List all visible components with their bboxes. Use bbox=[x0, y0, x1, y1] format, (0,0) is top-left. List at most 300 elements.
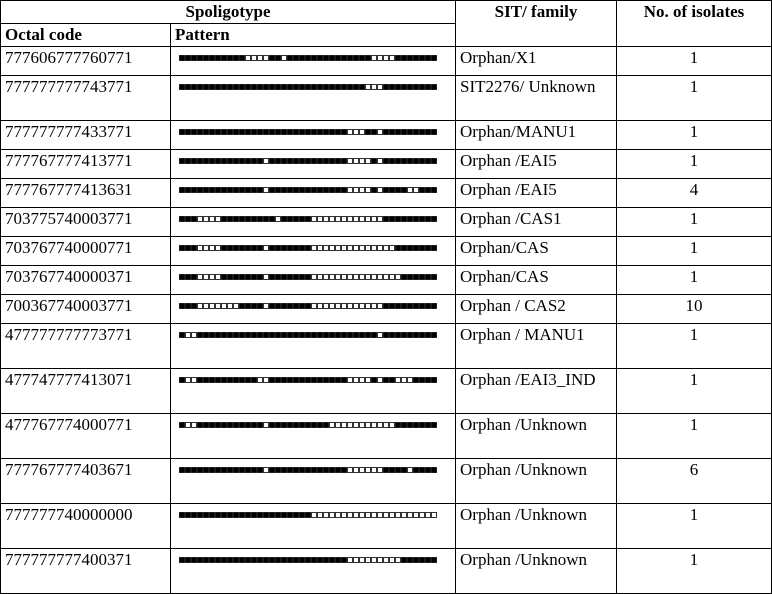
spacer-absent bbox=[348, 304, 353, 309]
spacer-absent bbox=[336, 423, 341, 428]
spacer-present bbox=[216, 513, 221, 518]
spacer-present bbox=[276, 558, 281, 563]
spacer-present bbox=[330, 159, 335, 164]
spacer-present bbox=[234, 558, 239, 563]
spacer-present bbox=[318, 423, 323, 428]
spoligo-pattern bbox=[179, 504, 437, 526]
spacer-present bbox=[342, 56, 347, 61]
spacer-present bbox=[216, 468, 221, 473]
spacer-absent bbox=[258, 56, 263, 61]
spoligo-pattern-cell bbox=[171, 266, 456, 295]
spacer-present bbox=[426, 246, 431, 251]
spoligo-pattern bbox=[179, 414, 437, 436]
spacer-present bbox=[276, 159, 281, 164]
spacer-present bbox=[198, 56, 203, 61]
spacer-present bbox=[390, 217, 395, 222]
sit-family-cell: Orphan /EAI3_IND bbox=[456, 369, 617, 414]
spacer-present bbox=[420, 246, 425, 251]
spacer-present bbox=[312, 423, 317, 428]
spacer-present bbox=[252, 188, 257, 193]
spacer-present bbox=[210, 159, 215, 164]
spacer-present bbox=[402, 468, 407, 473]
spacer-present bbox=[192, 130, 197, 135]
spacer-present bbox=[270, 56, 275, 61]
spoligo-pattern bbox=[179, 208, 437, 230]
spacer-present bbox=[294, 159, 299, 164]
spacer-present bbox=[270, 275, 275, 280]
spoligo-pattern-svg bbox=[179, 557, 437, 564]
spacer-present bbox=[300, 56, 305, 61]
spacer-present bbox=[336, 333, 341, 338]
spoligo-pattern bbox=[179, 459, 437, 481]
spacer-present bbox=[234, 275, 239, 280]
spacer-present bbox=[228, 56, 233, 61]
spacer-present bbox=[396, 56, 401, 61]
spacer-present bbox=[270, 468, 275, 473]
spacer-present bbox=[300, 378, 305, 383]
spacer-present bbox=[414, 85, 419, 90]
spacer-present bbox=[426, 217, 431, 222]
spacer-present bbox=[258, 275, 263, 280]
spacer-present bbox=[342, 159, 347, 164]
spacer-present bbox=[414, 333, 419, 338]
spacer-present bbox=[204, 333, 209, 338]
spacer-absent bbox=[318, 275, 323, 280]
spacer-present bbox=[270, 378, 275, 383]
num-isolates-cell: 1 bbox=[617, 549, 772, 594]
spacer-present bbox=[396, 423, 401, 428]
spacer-present bbox=[276, 85, 281, 90]
spoligo-pattern-cell bbox=[171, 414, 456, 459]
spacer-present bbox=[204, 188, 209, 193]
spacer-present bbox=[222, 423, 227, 428]
spacer-present bbox=[318, 558, 323, 563]
spacer-present bbox=[276, 333, 281, 338]
spacer-present bbox=[228, 468, 233, 473]
spacer-absent bbox=[402, 378, 407, 383]
spacer-present bbox=[402, 188, 407, 193]
spacer-present bbox=[384, 130, 389, 135]
spacer-absent bbox=[348, 378, 353, 383]
spoligo-pattern-svg bbox=[179, 216, 437, 223]
spacer-present bbox=[408, 558, 413, 563]
spacer-present bbox=[186, 159, 191, 164]
spacer-present bbox=[390, 378, 395, 383]
spacer-present bbox=[186, 468, 191, 473]
spacer-present bbox=[300, 275, 305, 280]
spacer-present bbox=[252, 85, 257, 90]
spacer-present bbox=[210, 378, 215, 383]
spacer-present bbox=[204, 558, 209, 563]
spacer-present bbox=[384, 333, 389, 338]
spacer-absent bbox=[192, 378, 197, 383]
spoligo-pattern-cell bbox=[171, 208, 456, 237]
spacer-present bbox=[270, 423, 275, 428]
spacer-absent bbox=[366, 217, 371, 222]
spacer-absent bbox=[198, 304, 203, 309]
spacer-present bbox=[192, 558, 197, 563]
spacer-present bbox=[306, 159, 311, 164]
spoligo-pattern bbox=[179, 121, 437, 143]
spacer-present bbox=[414, 304, 419, 309]
spacer-present bbox=[330, 333, 335, 338]
sit-family-cell: Orphan/X1 bbox=[456, 47, 617, 76]
spacer-present bbox=[294, 246, 299, 251]
spacer-present bbox=[306, 304, 311, 309]
table-row bbox=[1, 324, 772, 369]
spacer-absent bbox=[360, 217, 365, 222]
spoligo-pattern-svg bbox=[179, 129, 437, 136]
spacer-present bbox=[228, 130, 233, 135]
spacer-absent bbox=[372, 513, 377, 518]
spacer-present bbox=[420, 423, 425, 428]
spacer-present bbox=[180, 85, 185, 90]
spacer-present bbox=[192, 513, 197, 518]
spacer-present bbox=[234, 130, 239, 135]
spacer-absent bbox=[192, 333, 197, 338]
spacer-present bbox=[258, 159, 263, 164]
spacer-absent bbox=[264, 423, 269, 428]
spacer-present bbox=[426, 378, 431, 383]
spoligo-pattern bbox=[179, 179, 437, 201]
spacer-present bbox=[432, 188, 437, 193]
spacer-present bbox=[318, 378, 323, 383]
spacer-present bbox=[294, 188, 299, 193]
spacer-present bbox=[294, 423, 299, 428]
spacer-present bbox=[342, 468, 347, 473]
spacer-absent bbox=[390, 513, 395, 518]
octal-code-cell: 700367740003771 bbox=[1, 295, 171, 324]
spacer-present bbox=[276, 275, 281, 280]
spacer-present bbox=[402, 333, 407, 338]
spacer-present bbox=[198, 513, 203, 518]
spacer-present bbox=[348, 333, 353, 338]
spacer-absent bbox=[402, 513, 407, 518]
spacer-present bbox=[288, 188, 293, 193]
spacer-absent bbox=[384, 246, 389, 251]
spacer-absent bbox=[336, 275, 341, 280]
spacer-absent bbox=[264, 159, 269, 164]
spacer-present bbox=[402, 85, 407, 90]
spacer-absent bbox=[342, 423, 347, 428]
spoligo-pattern-svg bbox=[179, 55, 437, 62]
spacer-present bbox=[420, 378, 425, 383]
spacer-present bbox=[198, 130, 203, 135]
spacer-present bbox=[180, 378, 185, 383]
spacer-present bbox=[258, 246, 263, 251]
spacer-present bbox=[300, 333, 305, 338]
spacer-present bbox=[198, 159, 203, 164]
spacer-absent bbox=[360, 275, 365, 280]
spacer-present bbox=[192, 188, 197, 193]
table-row bbox=[1, 76, 772, 121]
spacer-present bbox=[282, 304, 287, 309]
spacer-present bbox=[282, 468, 287, 473]
spacer-present bbox=[324, 333, 329, 338]
sit-family-cell: Orphan /Unknown bbox=[456, 414, 617, 459]
spacer-present bbox=[420, 130, 425, 135]
spacer-absent bbox=[204, 275, 209, 280]
spacer-present bbox=[240, 275, 245, 280]
spacer-present bbox=[372, 188, 377, 193]
spoligo-pattern-cell bbox=[171, 504, 456, 549]
spoligo-pattern-cell bbox=[171, 47, 456, 76]
spacer-present bbox=[420, 85, 425, 90]
num-isolates-cell: 1 bbox=[617, 76, 772, 121]
spacer-absent bbox=[390, 275, 395, 280]
spacer-present bbox=[192, 56, 197, 61]
sit-family-cell: Orphan/MANU1 bbox=[456, 121, 617, 150]
spacer-present bbox=[432, 246, 437, 251]
spacer-present bbox=[234, 246, 239, 251]
spoligo-pattern-svg bbox=[179, 187, 437, 194]
spacer-present bbox=[258, 130, 263, 135]
spacer-absent bbox=[336, 513, 341, 518]
table-row bbox=[1, 414, 772, 459]
spacer-present bbox=[300, 159, 305, 164]
spacer-present bbox=[432, 130, 437, 135]
spacer-absent bbox=[210, 246, 215, 251]
spacer-present bbox=[300, 130, 305, 135]
spacer-present bbox=[294, 468, 299, 473]
spoligo-pattern-cell bbox=[171, 121, 456, 150]
spacer-present bbox=[408, 246, 413, 251]
spacer-present bbox=[186, 188, 191, 193]
spacer-present bbox=[318, 56, 323, 61]
spacer-present bbox=[282, 246, 287, 251]
spacer-present bbox=[276, 56, 281, 61]
num-isolates-cell: 1 bbox=[617, 208, 772, 237]
spacer-present bbox=[210, 333, 215, 338]
spacer-present bbox=[246, 513, 251, 518]
spacer-present bbox=[402, 246, 407, 251]
octal-code-cell: 777767777413631 bbox=[1, 179, 171, 208]
spacer-present bbox=[306, 423, 311, 428]
spacer-absent bbox=[354, 130, 359, 135]
spacer-present bbox=[402, 423, 407, 428]
spacer-present bbox=[222, 468, 227, 473]
spacer-absent bbox=[216, 246, 221, 251]
spacer-absent bbox=[366, 304, 371, 309]
spacer-present bbox=[204, 85, 209, 90]
spacer-present bbox=[342, 558, 347, 563]
spacer-present bbox=[318, 159, 323, 164]
spacer-present bbox=[414, 130, 419, 135]
spacer-present bbox=[246, 246, 251, 251]
spacer-absent bbox=[384, 275, 389, 280]
spacer-present bbox=[186, 56, 191, 61]
spacer-absent bbox=[348, 275, 353, 280]
spacer-present bbox=[330, 56, 335, 61]
spacer-present bbox=[300, 188, 305, 193]
spacer-present bbox=[216, 333, 221, 338]
spacer-present bbox=[240, 85, 245, 90]
spacer-present bbox=[342, 130, 347, 135]
spacer-absent bbox=[318, 304, 323, 309]
table-row bbox=[1, 459, 772, 504]
spacer-present bbox=[306, 188, 311, 193]
spacer-present bbox=[366, 333, 371, 338]
spacer-present bbox=[198, 378, 203, 383]
spacer-absent bbox=[360, 468, 365, 473]
spacer-present bbox=[336, 468, 341, 473]
spacer-present bbox=[396, 246, 401, 251]
spacer-absent bbox=[384, 56, 389, 61]
spacer-present bbox=[414, 56, 419, 61]
spacer-present bbox=[360, 333, 365, 338]
spacer-present bbox=[180, 246, 185, 251]
spacer-absent bbox=[354, 246, 359, 251]
spacer-absent bbox=[378, 558, 383, 563]
spacer-present bbox=[408, 304, 413, 309]
spacer-present bbox=[330, 85, 335, 90]
spacer-present bbox=[210, 188, 215, 193]
spacer-present bbox=[312, 558, 317, 563]
octal-code-cell: 703767740000771 bbox=[1, 237, 171, 266]
spacer-present bbox=[180, 188, 185, 193]
table-row bbox=[1, 237, 772, 266]
spacer-present bbox=[186, 130, 191, 135]
spacer-present bbox=[318, 130, 323, 135]
spacer-present bbox=[240, 246, 245, 251]
spacer-present bbox=[180, 56, 185, 61]
spacer-present bbox=[240, 56, 245, 61]
spacer-present bbox=[180, 159, 185, 164]
spacer-present bbox=[240, 378, 245, 383]
spacer-present bbox=[366, 130, 371, 135]
sit-family-header: SIT/ family bbox=[456, 1, 617, 47]
spacer-absent bbox=[384, 423, 389, 428]
spacer-present bbox=[312, 468, 317, 473]
spacer-absent bbox=[354, 159, 359, 164]
spacer-present bbox=[390, 85, 395, 90]
spacer-present bbox=[306, 275, 311, 280]
spacer-absent bbox=[366, 188, 371, 193]
num-isolates-cell: 1 bbox=[617, 504, 772, 549]
octal-code-cell: 777777740000000 bbox=[1, 504, 171, 549]
spacer-present bbox=[228, 217, 233, 222]
spacer-present bbox=[342, 85, 347, 90]
spacer-present bbox=[192, 217, 197, 222]
spacer-present bbox=[312, 130, 317, 135]
spacer-present bbox=[408, 159, 413, 164]
spacer-present bbox=[288, 85, 293, 90]
spacer-present bbox=[402, 56, 407, 61]
spacer-absent bbox=[414, 513, 419, 518]
spacer-present bbox=[396, 468, 401, 473]
spacer-present bbox=[216, 423, 221, 428]
spacer-absent bbox=[222, 304, 227, 309]
spacer-absent bbox=[312, 275, 317, 280]
spacer-absent bbox=[324, 275, 329, 280]
spacer-present bbox=[330, 468, 335, 473]
spacer-absent bbox=[312, 217, 317, 222]
spacer-present bbox=[282, 217, 287, 222]
spacer-present bbox=[288, 333, 293, 338]
num-isolates-cell: 1 bbox=[617, 414, 772, 459]
spacer-present bbox=[384, 468, 389, 473]
spacer-present bbox=[426, 275, 431, 280]
spacer-present bbox=[288, 423, 293, 428]
spacer-absent bbox=[354, 304, 359, 309]
spacer-present bbox=[294, 85, 299, 90]
spacer-present bbox=[252, 275, 257, 280]
spacer-present bbox=[336, 188, 341, 193]
spacer-present bbox=[288, 130, 293, 135]
spacer-present bbox=[396, 333, 401, 338]
spacer-present bbox=[228, 85, 233, 90]
spacer-absent bbox=[264, 246, 269, 251]
spacer-present bbox=[192, 275, 197, 280]
spacer-present bbox=[180, 333, 185, 338]
spacer-present bbox=[258, 468, 263, 473]
spacer-present bbox=[258, 217, 263, 222]
spacer-present bbox=[408, 423, 413, 428]
spacer-absent bbox=[192, 423, 197, 428]
spacer-present bbox=[384, 188, 389, 193]
spacer-present bbox=[372, 130, 377, 135]
spacer-absent bbox=[366, 468, 371, 473]
spacer-absent bbox=[396, 558, 401, 563]
spacer-present bbox=[372, 378, 377, 383]
spacer-absent bbox=[216, 275, 221, 280]
spacer-present bbox=[414, 217, 419, 222]
spacer-absent bbox=[348, 188, 353, 193]
spacer-present bbox=[180, 513, 185, 518]
spacer-present bbox=[204, 423, 209, 428]
spacer-present bbox=[198, 423, 203, 428]
spacer-present bbox=[372, 333, 377, 338]
spacer-absent bbox=[390, 423, 395, 428]
spacer-absent bbox=[372, 246, 377, 251]
spoligo-pattern-cell bbox=[171, 549, 456, 594]
spacer-present bbox=[234, 468, 239, 473]
octal-code-cell: 703767740000371 bbox=[1, 266, 171, 295]
spacer-absent bbox=[342, 275, 347, 280]
octal-code-cell: 777606777760771 bbox=[1, 47, 171, 76]
spacer-present bbox=[186, 246, 191, 251]
spacer-absent bbox=[360, 130, 365, 135]
spacer-present bbox=[228, 558, 233, 563]
spacer-present bbox=[222, 188, 227, 193]
octal-code-cell: 703775740003771 bbox=[1, 208, 171, 237]
spacer-absent bbox=[342, 217, 347, 222]
spacer-absent bbox=[360, 188, 365, 193]
spacer-present bbox=[270, 188, 275, 193]
spacer-absent bbox=[378, 188, 383, 193]
spacer-present bbox=[258, 513, 263, 518]
spacer-present bbox=[306, 246, 311, 251]
spacer-present bbox=[402, 217, 407, 222]
spacer-absent bbox=[408, 468, 413, 473]
spacer-present bbox=[318, 188, 323, 193]
spacer-present bbox=[246, 304, 251, 309]
spacer-present bbox=[306, 85, 311, 90]
spacer-present bbox=[300, 468, 305, 473]
spacer-absent bbox=[360, 159, 365, 164]
spacer-present bbox=[426, 130, 431, 135]
spacer-present bbox=[234, 159, 239, 164]
spoligo-pattern-svg bbox=[179, 303, 437, 310]
spacer-present bbox=[252, 378, 257, 383]
spacer-present bbox=[426, 558, 431, 563]
table-row bbox=[1, 369, 772, 414]
spacer-present bbox=[240, 159, 245, 164]
spacer-absent bbox=[348, 558, 353, 563]
spacer-present bbox=[306, 56, 311, 61]
spacer-present bbox=[300, 304, 305, 309]
spacer-present bbox=[402, 558, 407, 563]
